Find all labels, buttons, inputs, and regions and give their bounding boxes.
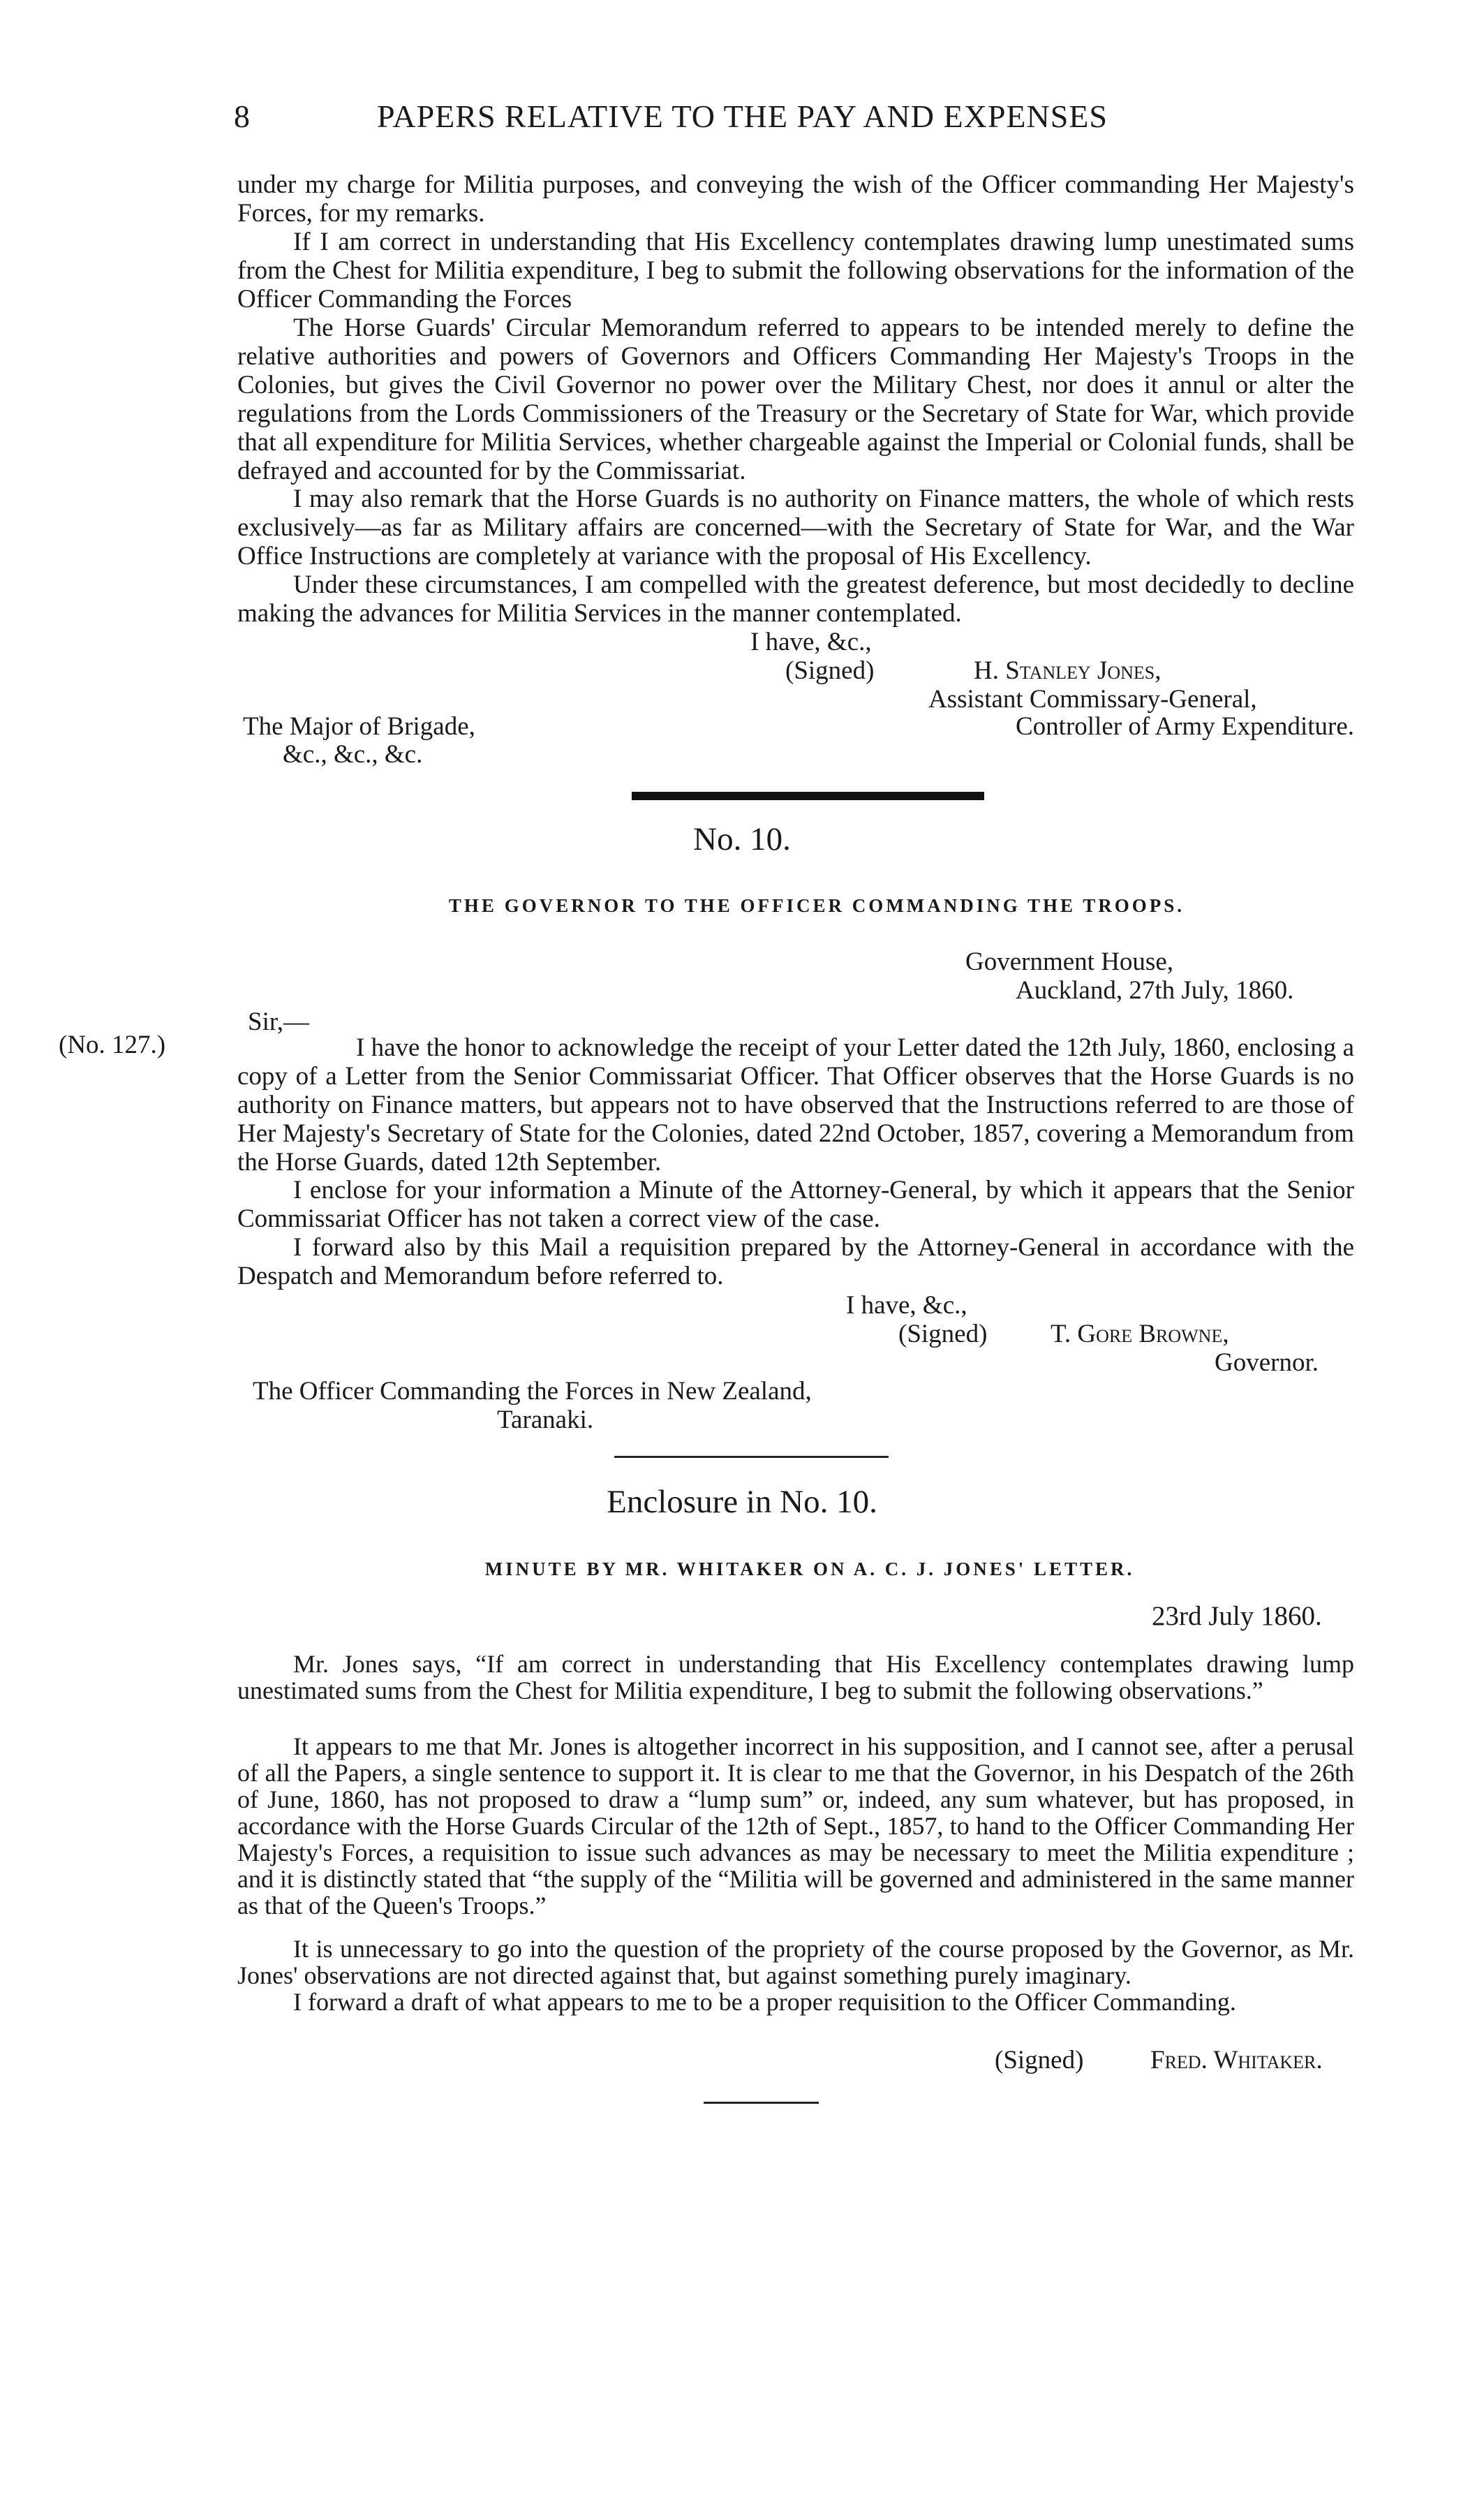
section-divider bbox=[614, 1456, 889, 1458]
letter9-addressee: The Major of Brigade, bbox=[243, 712, 475, 741]
letter10-paragraph: I have the honor to acknowledge the receipt of your Letter dated the 12th July, 1860, enclosing a copy of a Letter from the Senior Commissariat Officer. That Officer observes that the Horse Guards is no authority on Finance matters, but appears not to have observed that the Instructions referred to are those of Her Majesty's Secretary of State for the Colonies, dated 22nd October, 1857, covering a Memorandum from the Horse Guards, dated 12th September. bbox=[237, 1033, 1354, 1177]
letter9-closing: I have, &c., bbox=[750, 628, 872, 656]
letter9-role: Controller of Army Expenditure. bbox=[1016, 712, 1355, 741]
letter10-paragraph: I enclose for your information a Minute of the Attorney-General, by which it appears that the Senior Commissariat Officer has not taken a correct view of the case. bbox=[237, 1176, 1354, 1233]
letter-heading: THE GOVERNOR TO THE OFFICER COMMANDING THE TROOPS. bbox=[448, 895, 1185, 916]
margin-reference: (No. 127.) bbox=[59, 1031, 166, 1059]
letter-number: No. 10. bbox=[693, 821, 791, 857]
letter9-role: Assistant Commissary-General, bbox=[928, 685, 1257, 714]
letter10-addressee: The Officer Commanding the Forces in New Zealand, bbox=[253, 1377, 812, 1406]
enclosure-signed: (Signed) bbox=[995, 2046, 1084, 2074]
letter9-paragraph: I may also remark that the Horse Guards is no authority on Finance matters, the whole of which rests exclusively—as far as Military affairs are concerned—with the Secretary of State for War, and the War Office Instructions are completely at variance with the proposal of His Excellency. bbox=[237, 485, 1354, 570]
letter9-paragraph: The Horse Guards' Circular Memorandum referred to appears to be intended merely to define the relative authorities and powers of Governors and Officers Commanding Her Majesty's Troops in the Colonies, but gives the Civil Governor no power over the Military Chest, nor does it annul or alter the regulations from the Lords Commissioners of the Treasury or the Secretary of State for War, which provide that all expenditure for Militia Services, whether chargeable against the Imperial or Colonial funds, shall be defrayed and accounted for by the Commissariat. bbox=[237, 314, 1354, 485]
letter10-role: Governor. bbox=[1215, 1348, 1319, 1377]
section-divider bbox=[704, 2102, 819, 2104]
letter10-salutation: Sir,— bbox=[248, 1008, 309, 1036]
enclosure-paragraph: It appears to me that Mr. Jones is altogether incorrect in his supposition, and I cannot see, after a perusal of all the Papers, a single sentence to support it. It is clear to me that the Governor, in his Despatch of the 26th of June, 1860, has not proposed to draw a “lump sum” or, indeed, any sum whatever, but has proposed, in accordance with the Horse Guards Circular of the 12th of Sept., 1857, to hand to the Officer Commanding Her Majesty's Forces, a requisition to issue such advances as may be necessary to meet the Militia expenditure ; and it is distinctly stated that “the supply of the “Militia will be governed and administered in the same manner as that of the Queen's Troops.” bbox=[237, 1732, 1354, 1919]
enclosure-date: 23rd July 1860. bbox=[1152, 1601, 1322, 1631]
letter10-addressee: Taranaki. bbox=[497, 1406, 594, 1434]
running-title: PAPERS RELATIVE TO THE PAY AND EXPENSES bbox=[377, 98, 1108, 134]
enclosure-paragraph: I forward a draft of what appears to me to be a proper requisition to the Officer Commanding. bbox=[293, 1988, 1236, 2016]
page-number: 8 bbox=[234, 98, 251, 134]
letter9-paragraph: If I am correct in understanding that His Excellency contemplates drawing lump unestimated sums from the Chest for Militia expenditure, I beg to submit the following observations for the information of the Officer Commanding the Forces bbox=[237, 228, 1354, 314]
letter10-paragraph: I forward also by this Mail a requisition prepared by the Attorney-General in accordance with the Despatch and Memorandum before referred to. bbox=[237, 1233, 1354, 1290]
letter9-paragraph: under my charge for Militia purposes, and conveying the wish of the Officer commanding Her Majesty's Forces, for my remarks. bbox=[237, 170, 1354, 228]
enclosure-signatory: Fred. Whitaker. bbox=[1150, 2046, 1323, 2074]
letter10-signatory: T. Gore Browne, bbox=[1051, 1320, 1229, 1348]
enclosure-paragraph: It is unnecessary to go into the question of the propriety of the course proposed by the Governor, as Mr. Jones' observations are not directed against that, but against something purely imaginary. bbox=[237, 1935, 1354, 1989]
letter10-address: Auckland, 27th July, 1860. bbox=[1016, 976, 1294, 1005]
enclosure-paragraph: Mr. Jones says, “If am correct in understanding that His Excellency contemplates drawing lump unestimated sums from the Chest for Militia expenditure, I beg to submit the following observations.” bbox=[237, 1650, 1354, 1704]
letter9-signed: (Signed) bbox=[785, 656, 875, 685]
letter10-address: Government House, bbox=[965, 948, 1173, 976]
section-divider bbox=[632, 792, 984, 800]
letter10-signed: (Signed) bbox=[898, 1320, 988, 1348]
letter9-paragraph: Under these circumstances, I am compelled with the greatest deference, but most decidedly to decline making the advances for Militia Services in the manner contemplated. bbox=[237, 570, 1354, 628]
letter9-addressee: &c., &c., &c. bbox=[283, 740, 423, 769]
enclosure-heading: MINUTE BY MR. WHITAKER ON A. C. J. JONES' LETTER. bbox=[484, 1558, 1135, 1579]
letter10-closing: I have, &c., bbox=[846, 1291, 967, 1320]
enclosure-title: Enclosure in No. 10. bbox=[607, 1484, 877, 1520]
letter9-signatory: H. Stanley Jones, bbox=[974, 656, 1162, 685]
